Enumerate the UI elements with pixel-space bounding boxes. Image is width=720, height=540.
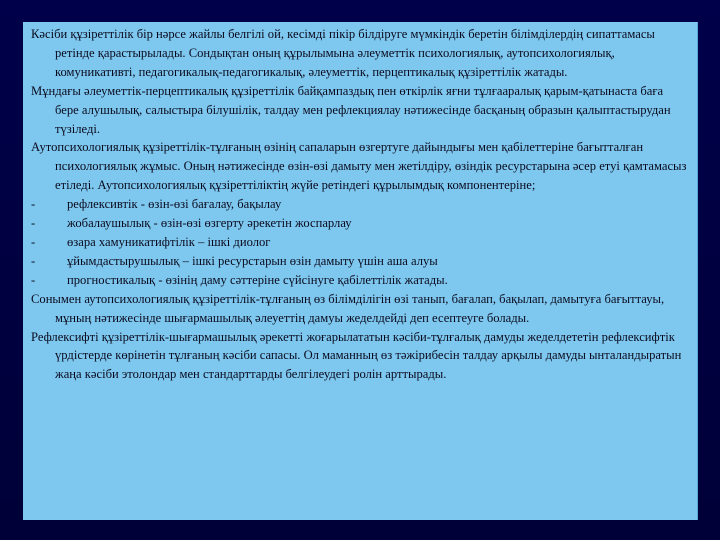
list-dash: - — [31, 253, 36, 268]
list-item — [31, 214, 689, 233]
list-item — [31, 233, 689, 252]
paragraph-social-perceptive-competence: Мұндағы әлеуметтік-перцептикалық құзіреттілік байқампаздық пен өткірлік яғни тұлғааралық қарым-қатынаста баға бере алушылық, салыстыра білушілік, талдау мен рефлекциялау нәтижесінде басқаның образын қалыптастырудан түзіледі. — [31, 83, 671, 136]
list-item-text: ұйымдастырушылық – ішкі ресурстарын өзін дамыту үшін аша алуы — [67, 253, 438, 268]
paragraph-summary: Сонымен аутопсихологиялық құзіреттілік-тұлғаның өз білімділігін өзі танып, бағалап, бақылап, дамытуға бағыттауы, мұның нәтижесінде шығармашылық әлеуеттің дамуы жеделдейді деп есептеуге болады. — [31, 291, 665, 325]
list-item — [31, 271, 689, 290]
list-item-text: өзара хамуникатифтілік – ішкі диолог — [67, 234, 271, 249]
list-item — [31, 195, 689, 214]
paragraph-professional-competence: Кәсіби құзіреттілік бір нәрсе жайлы белгілі ой, кесімді пікір білдіруге мүмкіндік беретін білімділердің сипаттамасы ретінде қарастырылады. Сондықтан оның құрылымына әлеуметтік психологиялық, аутопсихологиялық, комуникативті, педагогикалық-педагогикалық, әлеуметтік, перцептикалық құзіреттілік жатады. — [31, 27, 655, 79]
list-dash: - — [31, 234, 36, 249]
text-panel — [23, 22, 698, 520]
list-dash: - — [31, 216, 36, 231]
slide-content — [31, 25, 689, 384]
list-item — [31, 252, 689, 271]
list-item-text: рефлексивтік - өзін-өзі бағалау, бақылау — [67, 197, 282, 212]
list-dash: - — [31, 197, 36, 212]
list-dash: - — [31, 272, 36, 287]
paragraph-autopsychological-competence: Аутопсихологиялық құзіреттілік-тұлғаның өзінің сапаларын өзгертуге дайындығы мен қабілеттеріне бағытталған психологиялық жұмыс. Оның нәтижесінде өзін-өзі дамыту мен жетілдіру, өзіндік ресурстарына әсер етуі қамтамасыз етіледі. Аутопсихологиялық құзіреттіліктің жүйе ретіндегі құрылымдық компонентеріне; — [31, 140, 687, 193]
list-item-text: прогностикалық - өзінің даму сәттеріне сүйсінуге қабілеттілік жатады. — [67, 272, 448, 287]
list-item-text: жобалаушылық - өзін-өзі өзгерту әрекетін жоспарлау — [67, 216, 352, 231]
paragraph-reflexive-competence: Рефлексифті құзіреттілік-шығармашылық әрекетті жоғарылататын кәсіби-тұлғалық дамуды жеделдететін рефлексифтік үрдістерде көрінетін тұлғаның кәсіби сапасы. Ол маманның өз тәжірибесін талдау арқылы дамуды ынталандыратын жаңа кәсіби этолондар мен стандарттарды белгілеудегі ролін арттырады. — [31, 329, 682, 382]
